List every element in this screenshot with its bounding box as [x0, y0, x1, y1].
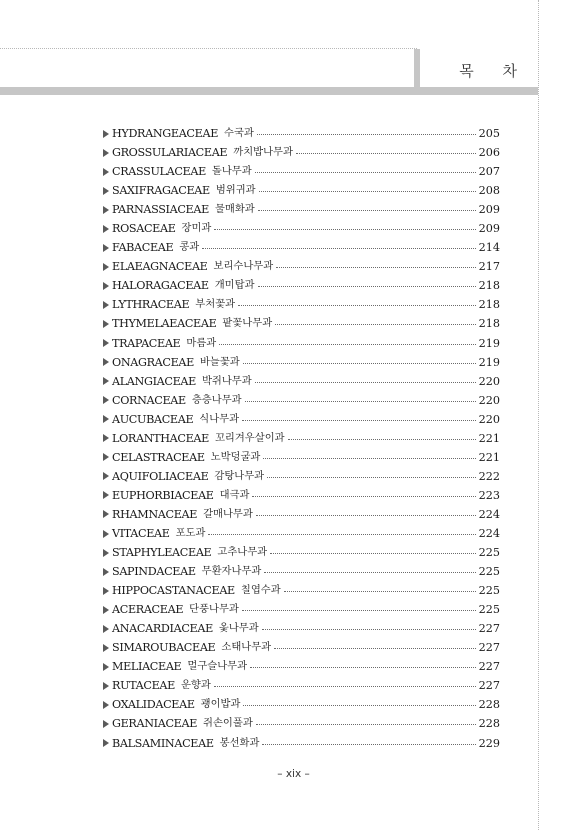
toc-entry-latin-name: SAXIFRAGACEAE — [112, 184, 210, 198]
toc-entry-korean-name: 멀구슬나무과 — [187, 660, 248, 673]
toc-entry-korean-name: 무환자나무과 — [201, 565, 262, 578]
toc-entry-korean-name: 보리수나무과 — [213, 260, 274, 273]
toc-entry-korean-name: 감탕나무과 — [214, 469, 265, 482]
toc-entry[interactable] — [103, 524, 500, 543]
toc-entry[interactable] — [103, 257, 500, 276]
toc-entry[interactable] — [103, 410, 500, 429]
toc-dot-leader — [262, 629, 476, 630]
toc-entry-korean-name: 부처꽃과 — [195, 298, 236, 311]
triangle-bullet-icon — [103, 130, 109, 138]
toc-entry-page-number: 218 — [478, 298, 500, 312]
toc-entry-page-number: 227 — [478, 660, 500, 674]
toc-entry-korean-name: 층층나무과 — [191, 393, 242, 406]
triangle-bullet-icon — [103, 701, 109, 709]
toc-entry-korean-name: 쥐손이풀과 — [203, 717, 253, 730]
triangle-bullet-icon — [103, 472, 109, 480]
triangle-bullet-icon — [103, 225, 109, 233]
triangle-bullet-icon — [103, 453, 109, 461]
toc-entry-page-number: 206 — [478, 146, 500, 160]
toc-entry-latin-name: LYTHRACEAE — [112, 298, 190, 312]
toc-entry-page-number: 209 — [478, 222, 500, 236]
toc-entry-page-number: 220 — [478, 393, 500, 407]
toc-entry-page-number: 228 — [478, 698, 500, 712]
triangle-bullet-icon — [103, 549, 109, 557]
toc-dot-leader — [264, 572, 475, 573]
page-frame-top-dotted-line — [0, 48, 417, 49]
toc-dot-leader — [245, 401, 476, 402]
toc-entry-korean-name: 박쥐나무과 — [201, 374, 252, 387]
toc-entry-latin-name: HYDRANGEACEAE — [112, 127, 219, 140]
triangle-bullet-icon — [103, 187, 109, 195]
triangle-bullet-icon — [103, 396, 109, 404]
toc-entry-latin-name: HALORAGACEAE — [112, 279, 209, 293]
toc-dot-leader — [267, 477, 476, 478]
toc-entry-latin-name: ALANGIACEAE — [112, 374, 196, 388]
toc-entry-page-number: 225 — [478, 584, 500, 598]
toc-entry-korean-name: 대극과 — [219, 488, 250, 501]
toc-entry[interactable] — [103, 276, 500, 295]
toc-entry-page-number: 221 — [478, 431, 500, 445]
toc-entry[interactable] — [103, 429, 500, 448]
toc-dot-leader — [276, 267, 475, 268]
triangle-bullet-icon — [103, 739, 109, 747]
toc-entry-korean-name: 운향과 — [180, 679, 211, 692]
toc-entry-page-number: 227 — [478, 679, 500, 693]
toc-entry-latin-name: CRASSULACEAE — [112, 165, 206, 179]
triangle-bullet-icon — [103, 491, 109, 499]
toc-entry-korean-name: 까치밥나무과 — [233, 146, 293, 159]
toc-dot-leader — [257, 134, 476, 135]
toc-entry-latin-name: BALSAMINACEAE — [112, 736, 214, 750]
toc-entry[interactable] — [103, 467, 500, 486]
toc-entry[interactable] — [103, 657, 500, 676]
triangle-bullet-icon — [103, 530, 109, 538]
toc-entry-latin-name: LORANTHACEAE — [112, 431, 209, 445]
toc-entry-page-number: 214 — [478, 241, 500, 255]
toc-dot-leader — [256, 515, 476, 516]
page-number: – xix – — [277, 768, 310, 780]
triangle-bullet-icon — [103, 358, 109, 366]
toc-entry-page-number: 229 — [478, 736, 500, 750]
toc-entry-latin-name: FABACEAE — [112, 241, 174, 255]
toc-entry-page-number: 222 — [478, 469, 500, 483]
toc-entry[interactable] — [103, 714, 500, 733]
toc-entry-korean-name: 봉선화과 — [219, 736, 260, 749]
toc-entry-page-number: 223 — [478, 488, 500, 502]
toc-entry-page-number: 220 — [478, 412, 500, 426]
toc-entry-latin-name: TRAPACEAE — [112, 336, 181, 350]
triangle-bullet-icon — [103, 663, 109, 671]
toc-entry-page-number: 205 — [478, 127, 500, 140]
toc-dot-leader — [250, 667, 476, 668]
toc-dot-leader — [296, 153, 476, 154]
toc-entry[interactable] — [103, 124, 500, 143]
toc-entry-latin-name: GROSSULARIACEAE — [112, 146, 228, 160]
toc-entry[interactable] — [103, 581, 500, 600]
toc-entry-korean-name: 마름과 — [186, 336, 217, 349]
toc-entry[interactable] — [103, 219, 500, 238]
page-title: 목 차 — [459, 62, 529, 80]
triangle-bullet-icon — [103, 149, 109, 157]
toc-entry-latin-name: AQUIFOLIACEAE — [112, 469, 209, 483]
toc-entry[interactable] — [103, 143, 500, 162]
toc-entry-page-number: 227 — [478, 641, 500, 655]
triangle-bullet-icon — [103, 644, 109, 652]
toc-dot-leader — [288, 439, 476, 440]
toc-entry[interactable] — [103, 619, 500, 638]
toc-entry-latin-name: EUPHORBIACEAE — [112, 488, 214, 502]
toc-entry[interactable] — [103, 562, 500, 581]
triangle-bullet-icon — [103, 682, 109, 690]
toc-entry-korean-name: 소태나무과 — [221, 641, 272, 654]
toc-entry-korean-name: 꼬리겨우살이과 — [214, 431, 285, 444]
toc-entry-latin-name: CELASTRACEAE — [112, 450, 205, 464]
toc-entry[interactable] — [103, 372, 500, 391]
toc-entry-latin-name: ROSACEAE — [112, 222, 176, 236]
triangle-bullet-icon — [103, 339, 109, 347]
toc-entry-page-number: 218 — [478, 317, 500, 331]
triangle-bullet-icon — [103, 377, 109, 385]
toc-entry-korean-name: 고추나무과 — [217, 546, 268, 559]
toc-entry-korean-name: 칠엽수과 — [240, 584, 281, 597]
toc-dot-leader — [274, 648, 476, 649]
toc-entry-korean-name: 돌나무과 — [211, 165, 252, 178]
toc-entry[interactable] — [103, 391, 500, 410]
toc-dot-leader — [238, 305, 476, 306]
toc-entry[interactable] — [103, 238, 500, 257]
toc-dot-leader — [243, 705, 475, 706]
toc-dot-leader — [258, 210, 476, 211]
toc-entry[interactable] — [103, 334, 500, 353]
toc-entry-latin-name: ACERACEAE — [112, 603, 184, 617]
toc-entry-page-number: 220 — [478, 374, 500, 388]
toc-entry-page-number: 227 — [478, 622, 500, 636]
toc-entry-latin-name: SIMAROUBACEAE — [112, 641, 216, 655]
triangle-bullet-icon — [103, 415, 109, 423]
toc-entry-page-number: 225 — [478, 546, 500, 560]
toc-entry-latin-name: VITACEAE — [112, 526, 170, 540]
toc-entry-latin-name: SAPINDACEAE — [112, 565, 196, 579]
toc-entry-page-number: 224 — [478, 526, 500, 540]
toc-dot-leader — [284, 591, 476, 592]
toc-dot-leader — [252, 496, 475, 497]
header-band — [0, 87, 538, 95]
toc-entry[interactable] — [103, 734, 500, 753]
toc-entry-latin-name: ANACARDIACEAE — [112, 622, 213, 636]
toc-dot-leader — [208, 534, 475, 535]
toc-dot-leader — [243, 363, 476, 364]
toc-entry-korean-name: 범위귀과 — [215, 184, 256, 197]
toc-dot-leader — [214, 686, 476, 687]
triangle-bullet-icon — [103, 320, 109, 328]
toc-entry-latin-name: THYMELAEACEAE — [112, 317, 217, 331]
toc-entry-korean-name: 바늘꽃과 — [199, 355, 240, 368]
toc-entry-page-number: 228 — [478, 717, 500, 731]
toc-entry-page-number: 208 — [478, 184, 500, 198]
triangle-bullet-icon — [103, 301, 109, 309]
toc-dot-leader — [263, 458, 475, 459]
toc-entry-latin-name: RUTACEAE — [112, 679, 175, 693]
toc-entry[interactable] — [103, 676, 500, 695]
toc-entry[interactable] — [103, 486, 500, 505]
toc-entry[interactable] — [103, 162, 500, 181]
toc-dot-leader — [258, 286, 476, 287]
toc-entry-page-number: 207 — [478, 165, 500, 179]
triangle-bullet-icon — [103, 282, 109, 290]
toc-entry[interactable] — [103, 448, 500, 467]
toc-entry-korean-name: 단풍나무과 — [189, 603, 239, 616]
toc-dot-leader — [262, 744, 475, 745]
triangle-bullet-icon — [103, 606, 109, 614]
toc-entry-page-number: 209 — [478, 203, 500, 217]
toc-entry[interactable] — [103, 353, 500, 372]
toc-entry-page-number: 219 — [478, 336, 500, 350]
toc-entry[interactable] — [103, 638, 500, 657]
toc-entry-page-number: 219 — [478, 355, 500, 369]
triangle-bullet-icon — [103, 625, 109, 633]
toc-entry-page-number: 218 — [478, 279, 500, 293]
toc-dot-leader — [202, 248, 475, 249]
toc-entry-page-number: 225 — [478, 603, 500, 617]
toc-dot-leader — [255, 172, 476, 173]
toc-entry-latin-name: OXALIDACEAE — [112, 698, 195, 712]
toc-entry-korean-name: 식나무과 — [199, 412, 240, 425]
toc-entry-page-number: 217 — [478, 260, 500, 274]
toc-entry-latin-name: HIPPOCASTANACEAE — [112, 584, 235, 598]
toc-dot-leader — [270, 553, 476, 554]
toc-dot-leader — [214, 229, 475, 230]
toc-entry[interactable] — [103, 543, 500, 562]
toc-entry-latin-name: MELIACEAE — [112, 660, 182, 674]
toc-entry[interactable] — [103, 295, 500, 314]
triangle-bullet-icon — [103, 244, 109, 252]
toc-entry[interactable] — [103, 695, 500, 714]
toc-dot-leader — [242, 420, 476, 421]
toc-entry-latin-name: CORNACEAE — [112, 393, 186, 407]
triangle-bullet-icon — [103, 587, 109, 595]
toc-dot-leader — [255, 382, 476, 383]
toc-entry-korean-name: 옻나무과 — [218, 622, 259, 635]
toc-entry[interactable] — [103, 200, 500, 219]
toc-entry-latin-name: PARNASSIACEAE — [112, 203, 209, 217]
toc-dot-leader — [219, 344, 475, 345]
toc-dot-leader — [275, 324, 476, 325]
toc-entry-latin-name: AUCUBACEAE — [112, 412, 194, 426]
toc-entry-latin-name: STAPHYLEACEAE — [112, 546, 212, 560]
toc-entry-latin-name: RHAMNACEAE — [112, 507, 198, 521]
toc-entry[interactable] — [103, 314, 500, 333]
triangle-bullet-icon — [103, 263, 109, 271]
triangle-bullet-icon — [103, 510, 109, 518]
toc-entry-korean-name: 장미과 — [181, 222, 212, 235]
toc-entry[interactable] — [103, 600, 500, 619]
toc-entry-page-number: 225 — [478, 565, 500, 579]
triangle-bullet-icon — [103, 206, 109, 214]
toc-dot-leader — [256, 724, 476, 725]
toc-entry-page-number: 221 — [478, 450, 500, 464]
toc-entry-page-number: 224 — [478, 507, 500, 521]
toc-entry-korean-name: 수국과 — [224, 127, 254, 139]
toc-entry-korean-name: 콩과 — [179, 241, 200, 254]
toc-dot-leader — [242, 610, 476, 611]
table-of-contents — [103, 124, 500, 753]
toc-entry-korean-name: 개미탑과 — [214, 279, 255, 292]
triangle-bullet-icon — [103, 168, 109, 176]
toc-dot-leader — [259, 191, 476, 192]
toc-entry-korean-name: 팥꽃나무과 — [222, 317, 273, 330]
page-frame-right-dotted-line — [538, 0, 539, 830]
triangle-bullet-icon — [103, 720, 109, 728]
toc-entry-korean-name: 노박덩굴과 — [210, 450, 261, 463]
triangle-bullet-icon — [103, 434, 109, 442]
toc-entry-korean-name: 괭이밥과 — [200, 698, 241, 711]
toc-entry[interactable] — [103, 505, 500, 524]
toc-entry-korean-name: 물매화과 — [214, 203, 255, 216]
toc-entry[interactable] — [103, 181, 500, 200]
toc-entry-korean-name: 포도과 — [175, 526, 206, 539]
toc-entry-korean-name: 갈매나무과 — [203, 507, 253, 520]
toc-entry-latin-name: GERANIACEAE — [112, 717, 198, 731]
toc-entry-latin-name: ONAGRACEAE — [112, 355, 194, 369]
toc-entry-latin-name: ELAEAGNACEAE — [112, 260, 208, 274]
triangle-bullet-icon — [103, 568, 109, 576]
